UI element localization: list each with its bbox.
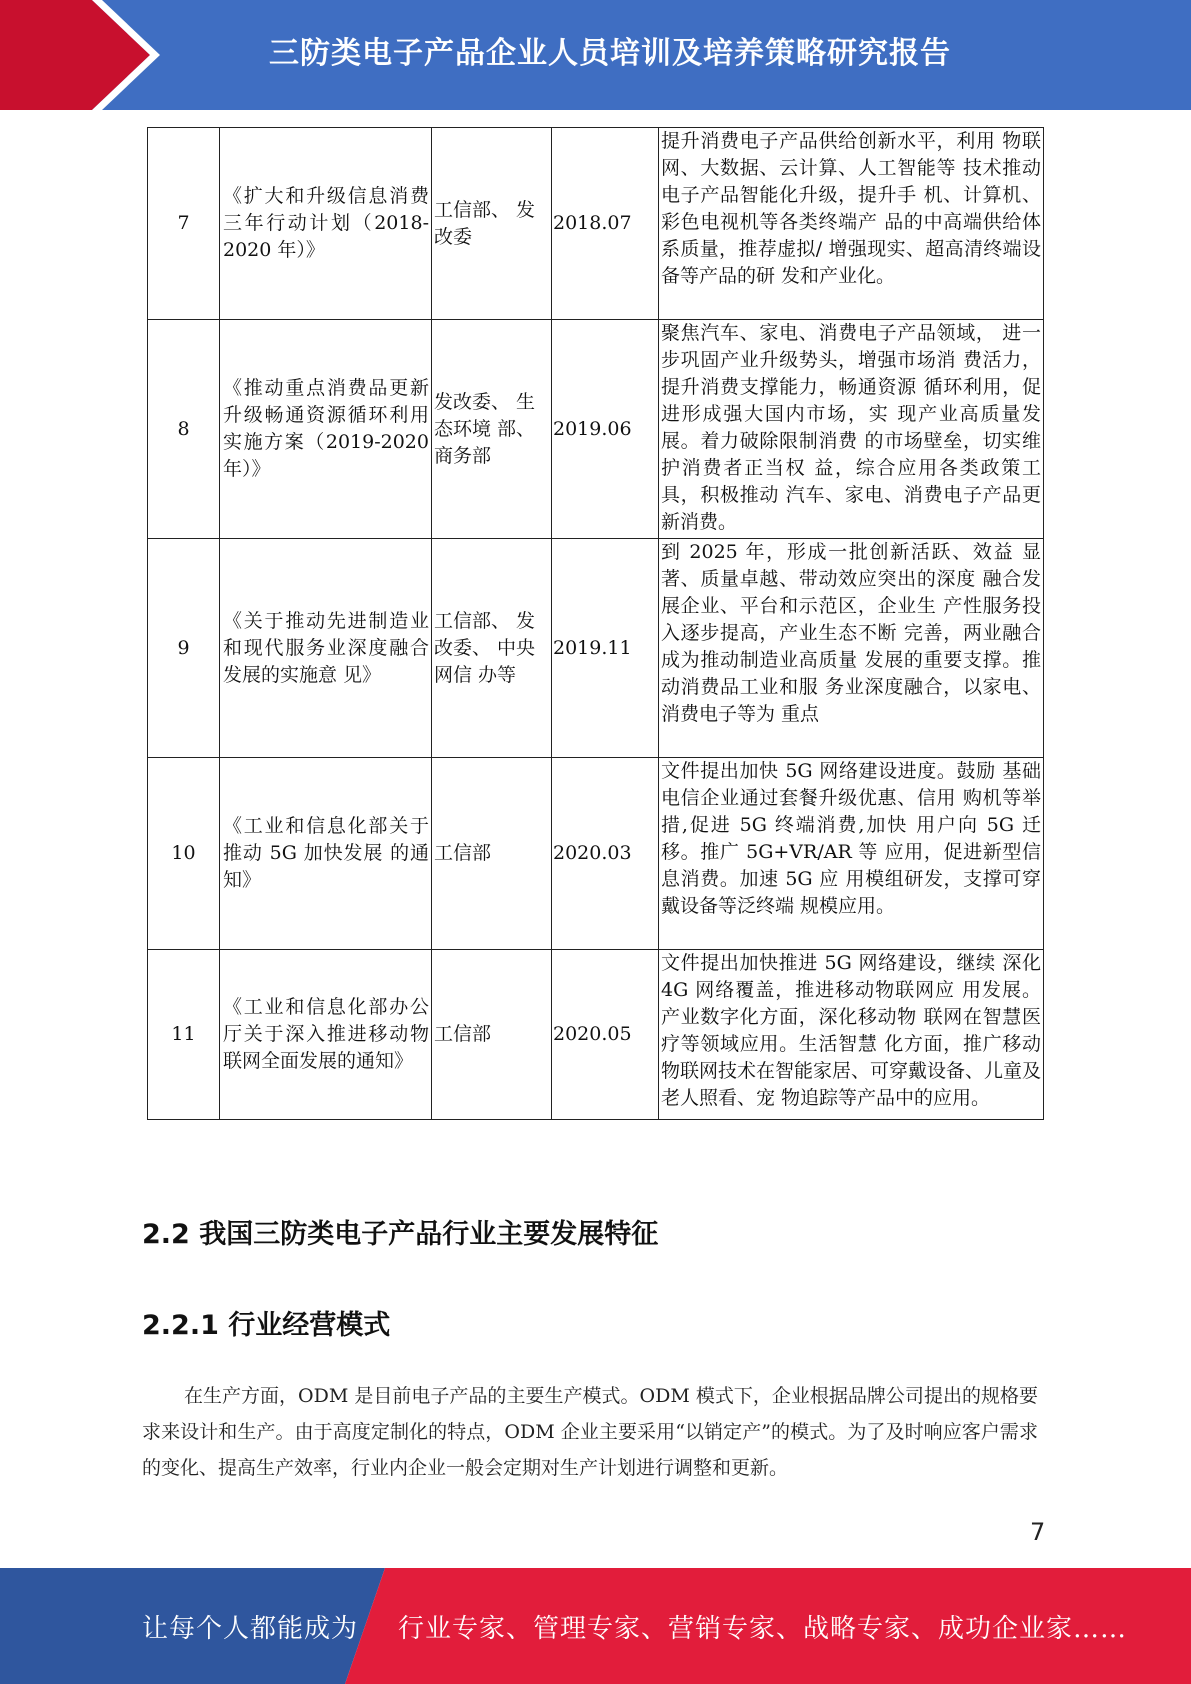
policy-description: 提升消费电子产品供给创新水平，利用 物联网、大数据、云计算、人工智能等 技术推动电子产品智能化升级，提升手 机、计算机、彩色电视机等各类终端产 品的中高端供给体系质量，推荐虚拟/ 增强现实、超高清终端设备等产品的研 发和产业化。 [659,128,1044,320]
header-chevron-icon [0,0,160,110]
issue-date: 2019.06 [552,320,659,539]
policy-name: 《关于推动先进制造业和现代服务业深度融合发展的实施意 见》 [220,539,432,758]
issuing-department: 工信部 [432,758,552,950]
footer-slogan-right: 行业专家、管理专家、营销专家、战略专家、成功企业家…… [398,1613,1128,1644]
issuing-department: 发改委、 生态环境 部、商务部 [432,320,552,539]
issuing-department: 工信部、 发改委 [432,128,552,320]
table-row [148,758,1044,950]
issue-date: 2018.07 [552,128,659,320]
body-paragraph: 在生产方面，ODM 是目前电子产品的主要生产模式。ODM 模式下，企业根据品牌公司提出的规格要求来设计和生产。由于高度定制化的特点，ODM 企业主要采用“以销定产”的模式。为了及时响应客户需求的变化、提高生产效率，行业内企业一般会定期对生产计划进行调整和更新。 [142,1385,1038,1479]
table-row [148,539,1044,758]
row-number: 8 [148,320,220,539]
policy-description: 文件提出加快 5G 网络建设进度。鼓励 基础电信企业通过套餐升级优惠、信用 购机等举措,促进 5G 终端消费,加快 用户向 5G 迁移。推广 5G+VR/AR 等 应用，促进新型信息消费。加速 5G 应 用模组研发，支撑可穿戴设备等泛终端 规模应用。 [659,758,1044,950]
page-header [0,0,1191,110]
issue-date: 2019.11 [552,539,659,758]
page-number: 7 [1030,1518,1046,1546]
issuing-department: 工信部、 发改委、 中央网信 办等 [432,539,552,758]
table-row [148,950,1044,1120]
issuing-department: 工信部 [432,950,552,1120]
table-row [148,128,1044,320]
table-row [148,320,1044,539]
issue-date: 2020.05 [552,950,659,1120]
policy-name: 《工业和信息化部关于推动 5G 加快发展 的通知》 [220,758,432,950]
issue-date: 2020.03 [552,758,659,950]
footer-slogan-left: 让每个人都能成为 [142,1613,359,1644]
policy-description: 文件提出加快推进 5G 网络建设，继续 深化 4G 网络覆盖，推进移动物联网应 用发展。产业数字化方面，深化移动物 联网在智慧医疗等领域应用。生活智慧 化方面，推广移动物联网技术在智能家居、可穿戴设备、儿童及老人照看、宠 物追踪等产品中的应用。 [659,950,1044,1120]
row-number: 9 [148,539,220,758]
policy-name: 《推动重点消费品更新升级畅通资源循环利用实施方案（2019-2020 年）》 [220,320,432,539]
policy-name: 《工业和信息化部办公厅关于深入推进移动物联网全面发展的通知》 [220,950,432,1120]
policy-description: 到 2025 年，形成一批创新活跃、效益 显著、质量卓越、带动效应突出的深度 融合发展企业、平台和示范区，企业生 产性服务投入逐步提高，产业生态不断 完善，两业融合成为推动制造业高质量 发展的重要支撑。推动消费品工业和服 务业深度融合，以家电、消费电子等为 重点 [659,539,1044,758]
policy-name: 《扩大和升级信息消费三年行动计划（2018-2020 年）》 [220,128,432,320]
row-number: 7 [148,128,220,320]
section-heading: 2.2 我国三防类电子产品行业主要发展特征 [142,1219,659,1250]
policy-description: 聚焦汽车、家电、消费电子产品领域， 进一步巩固产业升级势头，增强市场消 费活力，提升消费支撑能力，畅通资源 循环利用，促进形成强大国内市场，实 现产业高质量发展。着力破除限制消费 的市场壁垒，切实维护消费者正当权 益，综合应用各类政策工具，积极推动 汽车、家电、消费电子产品更新消费。 [659,320,1044,539]
row-number: 10 [148,758,220,950]
page-footer [0,1568,1191,1684]
report-title: 三防类电子产品企业人员培训及培养策略研究报告 [269,36,951,71]
subsection-heading: 2.2.1 行业经营模式 [142,1310,391,1341]
policy-table [147,127,1044,1120]
row-number: 11 [148,950,220,1120]
